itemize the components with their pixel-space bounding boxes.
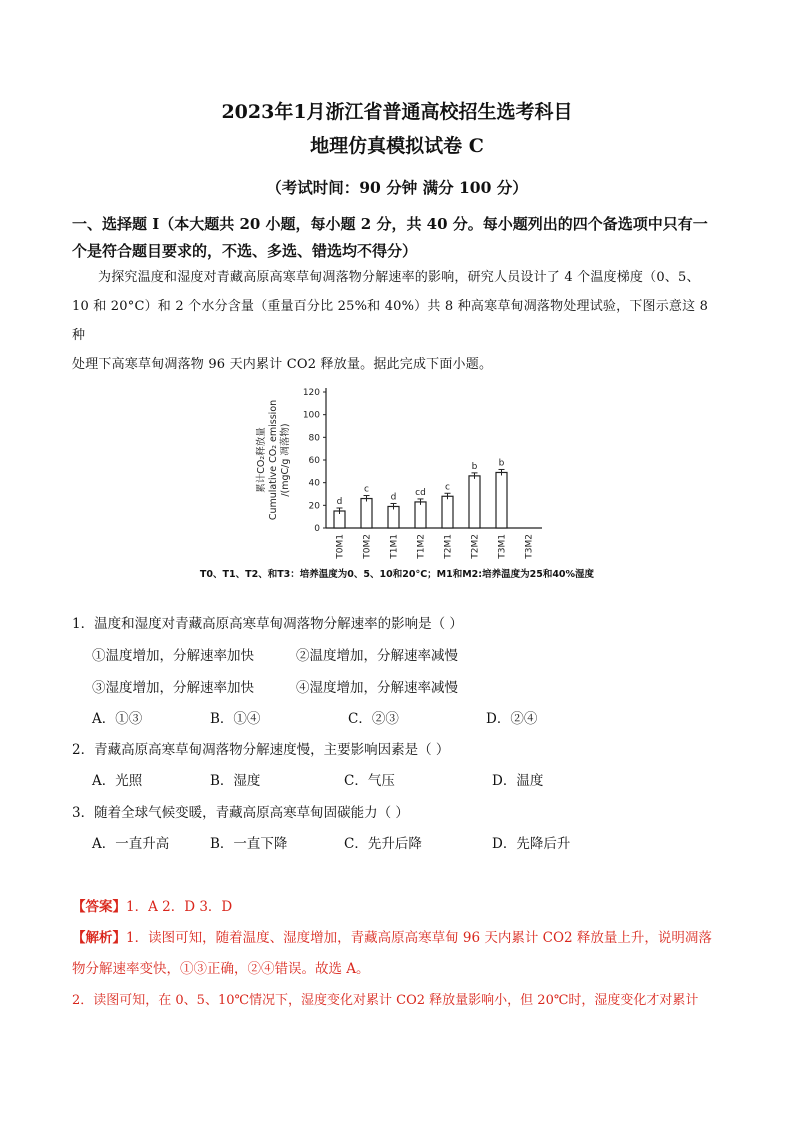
analysis-block xyxy=(72,925,728,1014)
x-tick-label: T0M2 xyxy=(362,534,373,559)
co2-emission-chart xyxy=(252,378,552,564)
x-tick-label: T2M1 xyxy=(443,534,454,559)
exam-title-line1: 2023年1月浙江省普通高校招生选考科目 xyxy=(221,101,573,123)
intro-line3: 处理下高寒草甸凋落物 96 天内累计 CO2 释放量。据此完成下面小题。 xyxy=(72,357,493,372)
y-ticks xyxy=(303,388,326,534)
q2-option-b[interactable]: B．湿度 xyxy=(210,773,261,789)
answer-line xyxy=(72,894,728,921)
q1-option-a[interactable]: A．①③ xyxy=(92,711,143,727)
x-tick-label: T3M1 xyxy=(497,534,508,559)
y-tick-label: 100 xyxy=(302,410,320,421)
y-axis-label xyxy=(255,400,291,520)
q2-option-a[interactable]: A．光照 xyxy=(92,773,143,789)
analysis-line3: 2．读图可知，在 0、5、10℃情况下，湿度变化对累计 CO2 释放量影响小，但 20℃时，湿度变化才对累计 xyxy=(72,993,699,1008)
y-axis-label-line: /(mgC/g 凋落物) xyxy=(280,423,291,497)
y-tick-label: 120 xyxy=(302,388,320,398)
q3-option-c[interactable]: C．先升后降 xyxy=(344,836,422,852)
intro-line2: 10 和 20°C）和 2 个水分含量（重量百分比 25%和 40%）共 8 种高寒草甸凋落物处理试验，下图示意这 8 种 xyxy=(72,299,709,343)
bar-label-T1M1: d xyxy=(390,492,397,503)
y-tick-label: 60 xyxy=(308,456,320,466)
q1-option-c[interactable]: C．②③ xyxy=(348,711,399,727)
analysis-line2: 物分解速率变快，①③正确，②④错误。故选 A。 xyxy=(72,961,370,977)
bar-label-T1M2: cd xyxy=(415,487,426,498)
q3-option-a[interactable]: A．一直升高 xyxy=(92,836,170,852)
chart-caption: T0、T1、T2、和T3：培养温度为0、5、10和20°C；M1和M2:培养温度为25和40%湿度 xyxy=(199,569,595,580)
bar-label-T0M2: c xyxy=(364,484,369,495)
bar-T2M1 xyxy=(442,496,453,528)
q1-option-d[interactable]: D．②④ xyxy=(486,711,538,727)
analysis-tag: 【解析】 xyxy=(72,930,126,946)
q2-option-d[interactable]: D．温度 xyxy=(492,773,544,789)
chart-axes xyxy=(326,388,542,528)
q2-option-c[interactable]: C．气压 xyxy=(344,773,395,789)
bar-T1M1 xyxy=(388,506,399,528)
q1-option-b[interactable]: B．①④ xyxy=(210,711,261,727)
y-tick-label: 80 xyxy=(308,433,320,444)
chart-bars xyxy=(334,458,507,528)
bar-label-T2M2: b xyxy=(471,461,478,472)
q1-statement-3: ③湿度增加，分解速率加快 xyxy=(92,680,254,696)
q1-statement-4: ④湿度增加，分解速率减慢 xyxy=(296,680,458,696)
bar-label-T0M1: d xyxy=(336,497,343,507)
answer-text: 1．A 2．D 3．D xyxy=(126,899,233,915)
section-heading xyxy=(72,211,724,265)
x-tick-label: T1M1 xyxy=(389,534,400,559)
y-tick-label: 0 xyxy=(314,524,320,534)
bar-T3M1 xyxy=(496,472,507,528)
bar-T1M2 xyxy=(415,502,426,528)
q1-statement-2: ②温度增加，分解速率减慢 xyxy=(296,648,458,664)
analysis-line1: 【解析】1．读图可知，随着温度、湿度增加，青藏高原高寒草甸 96 天内累计 CO2 释放量上升，说明凋落 xyxy=(72,930,712,946)
answer-tag: 【答案】 xyxy=(72,899,126,915)
question-3-stem: 3．随着全球气候变暖，青藏高原高寒草甸固碳能力（ ） xyxy=(72,805,409,821)
q3-option-d[interactable]: D．先降后升 xyxy=(492,836,571,852)
question-1-stem: 1．温度和湿度对青藏高原高寒草甸凋落物分解速率的影响是（ ） xyxy=(72,616,463,632)
intro-paragraph xyxy=(72,263,724,379)
exam-info: （考试时间：90 分钟 满分 100 分） xyxy=(266,178,528,197)
section-heading-line1: 一、选择题 I（本大题共 20 小题，每小题 2 分，共 40 分。每小题列出的四个备选项中只有一 xyxy=(72,215,708,233)
bar-label-T2M1: c xyxy=(445,482,450,493)
bar-T2M2 xyxy=(469,476,480,528)
x-tick-label: T2M2 xyxy=(470,534,481,559)
y-tick-label: 40 xyxy=(308,478,320,489)
y-tick-label: 20 xyxy=(308,501,320,512)
x-tick-label: T3M2 xyxy=(524,534,535,559)
y-axis-label-line: 累计CO₂释放量 xyxy=(256,427,267,493)
q1-statement-1: ①温度增加，分解速率加快 xyxy=(92,648,254,664)
exam-title-line2: 地理仿真模拟试卷 C xyxy=(310,135,484,157)
bar-label-T3M1: b xyxy=(498,458,505,469)
y-axis-label-line: Cumulative CO₂ emission xyxy=(268,399,279,521)
q3-option-b[interactable]: B．一直下降 xyxy=(210,836,288,852)
x-tick-labels xyxy=(336,534,535,560)
x-tick-label: T0M1 xyxy=(335,534,346,559)
intro-line1: 为探究温度和湿度对青藏高原高寒草甸凋落物分解速率的影响，研究人员设计了 4 个温度梯度（0、5、 xyxy=(98,270,700,285)
question-2-stem: 2．青藏高原高寒草甸凋落物分解速度慢，主要影响因素是（ ） xyxy=(72,742,450,758)
section-heading-line2: 个是符合题目要求的，不选、多选、错选均不得分） xyxy=(72,242,418,260)
x-tick-label: T1M2 xyxy=(416,534,427,559)
bar-T0M2 xyxy=(361,499,372,528)
